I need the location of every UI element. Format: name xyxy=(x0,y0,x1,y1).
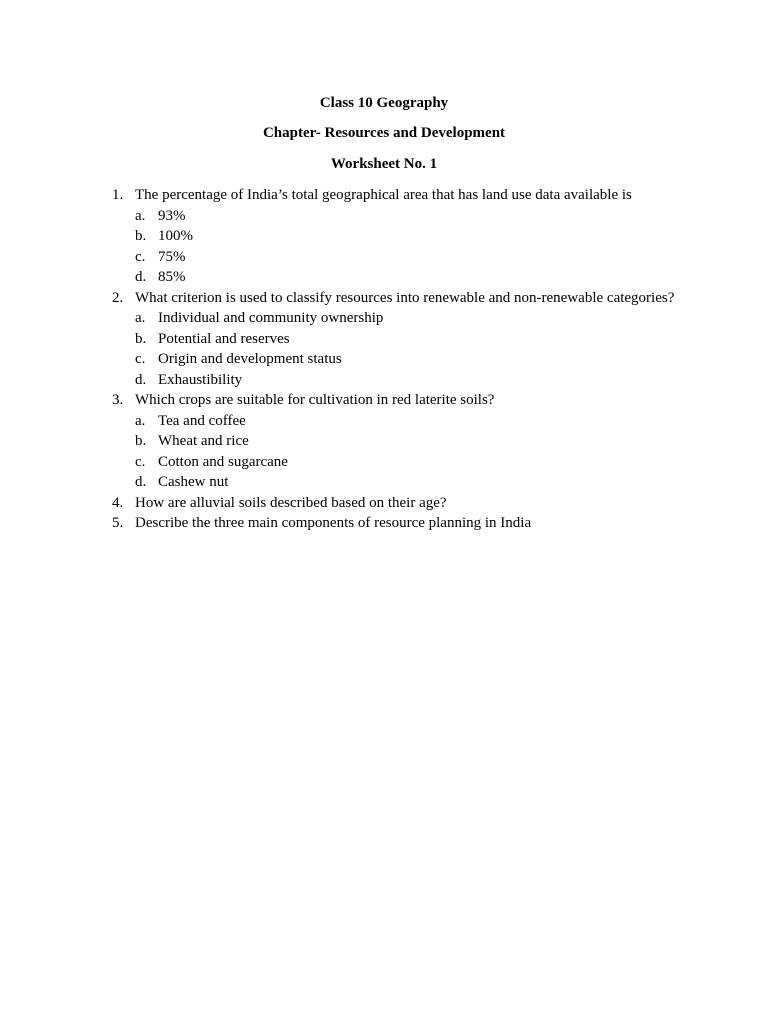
option-text: Potential and reserves xyxy=(158,330,290,347)
option-letter: b. xyxy=(135,228,147,244)
option-text: 100% xyxy=(158,228,193,244)
option-1d xyxy=(112,267,752,288)
question-text: What criterion is used to classify resources into renewable and non-renewable categories? xyxy=(135,289,675,306)
question-4 xyxy=(112,493,752,514)
option-letter: a. xyxy=(135,412,146,429)
question-text: How are alluvial soils described based on their age? xyxy=(135,494,447,511)
option-letter: a. xyxy=(135,207,146,224)
option-letter: b. xyxy=(135,433,147,449)
option-letter: d. xyxy=(135,371,147,388)
question-number: 5. xyxy=(112,515,124,531)
option-3d xyxy=(112,472,752,493)
option-letter: c. xyxy=(135,248,146,265)
option-text: 93% xyxy=(158,207,186,224)
option-2d xyxy=(112,370,752,391)
option-text: Tea and coffee xyxy=(158,412,246,429)
question-text: Which crops are suitable for cultivation in red laterite soils? xyxy=(135,392,495,408)
option-1c xyxy=(112,247,752,268)
option-letter: c. xyxy=(135,351,146,367)
option-text: 75% xyxy=(158,248,186,265)
option-letter: c. xyxy=(135,453,146,470)
option-text: Origin and development status xyxy=(158,351,342,367)
worksheet-title: Worksheet No. 1 xyxy=(330,156,438,172)
question-3 xyxy=(112,390,752,411)
question-list xyxy=(112,185,752,534)
option-letter: d. xyxy=(135,474,147,490)
question-2 xyxy=(112,288,752,309)
option-text: Cotton and sugarcane xyxy=(158,453,288,470)
option-2b xyxy=(112,329,752,350)
option-2c xyxy=(112,349,752,370)
question-1 xyxy=(112,185,752,206)
option-1a xyxy=(112,206,752,227)
option-text: Cashew nut xyxy=(158,474,229,490)
option-3a xyxy=(112,411,752,432)
question-number: 1. xyxy=(112,187,124,203)
option-2a xyxy=(112,308,752,329)
class-title: Class 10 Geography xyxy=(319,95,449,111)
option-letter: b. xyxy=(135,330,147,347)
option-1b xyxy=(112,226,752,247)
option-text: 85% xyxy=(158,269,186,285)
question-text: The percentage of India’s total geographical area that has land use data available is xyxy=(135,187,632,203)
question-number: 4. xyxy=(112,494,124,511)
option-3c xyxy=(112,452,752,473)
option-text: Wheat and rice xyxy=(158,433,249,449)
chapter-title: Chapter- Resources and Development xyxy=(262,125,506,141)
option-letter: a. xyxy=(135,310,146,326)
option-text: Individual and community ownership xyxy=(158,310,384,326)
option-letter: d. xyxy=(135,269,147,285)
question-5 xyxy=(112,513,752,534)
question-text: Describe the three main components of resource planning in India xyxy=(135,515,532,531)
option-text: Exhaustibility xyxy=(158,371,243,388)
option-3b xyxy=(112,431,752,452)
question-number: 2. xyxy=(112,289,124,306)
question-number: 3. xyxy=(112,392,124,408)
